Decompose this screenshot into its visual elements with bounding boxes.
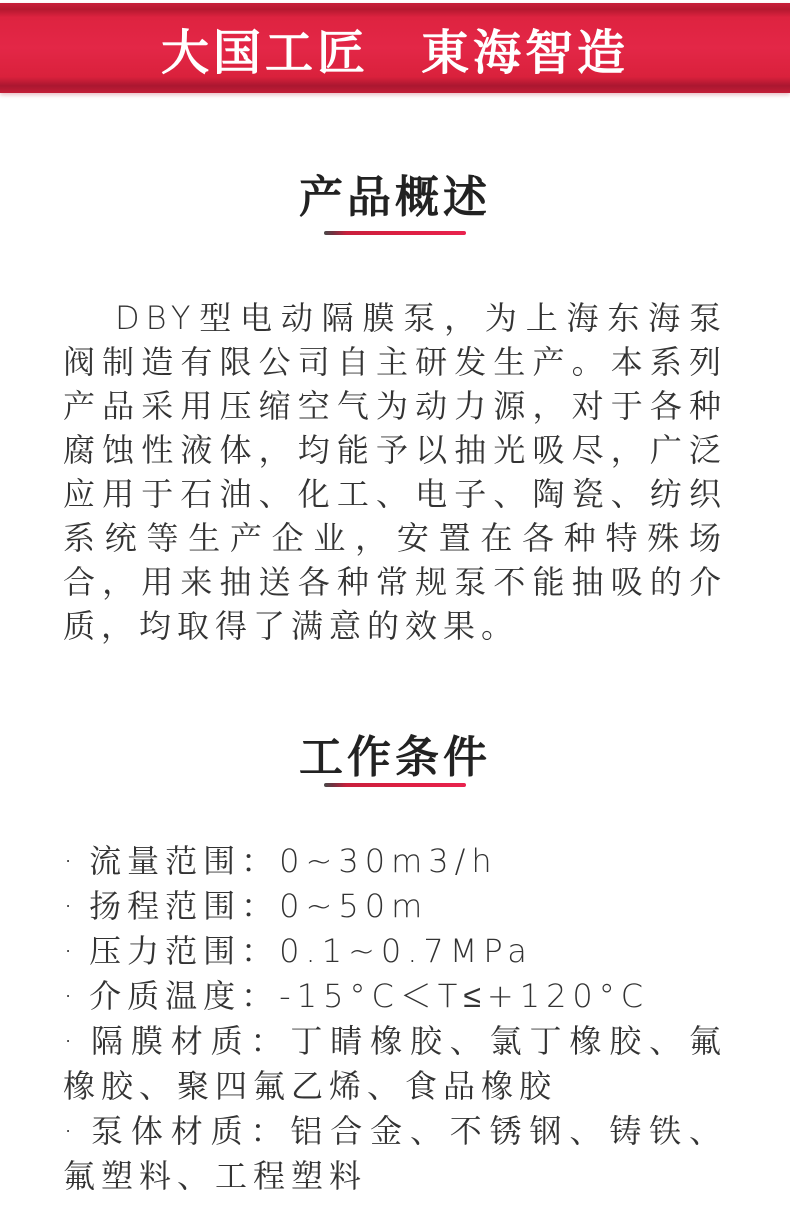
condition-item-label: 压力范围：0.1~0.7MPa [89,932,533,970]
condition-item-head-range [63,884,727,929]
overview-title-underline [324,231,466,235]
overview-section-title: 产品概述 [299,172,491,223]
condition-item-flow-range [63,839,727,884]
bullet-icon: · [63,1022,80,1060]
conditions-section-title: 工作条件 [299,732,491,783]
bullet-icon: · [63,932,80,970]
bullet-icon: · [63,842,80,880]
banner-title: 大国工匠 東海智造 [160,24,629,81]
condition-item-label: 介质温度：-15°C＜T≤+120°C [89,977,650,1015]
bullet-icon: · [63,887,80,925]
brand-banner [0,3,790,93]
condition-item-label: 泵体材质：铝合金、不锈钢、铸铁、氟塑料、工程塑料 [63,1112,727,1195]
condition-item-label: 隔膜材质：丁睛橡胶、氯丁橡胶、氟橡胶、聚四氟乙烯、食品橡胶 [63,1022,727,1105]
condition-item-label: 流量范围：0~30m3/h [89,842,498,880]
overview-paragraph: DBY型电动隔膜泵，为上海东海泵阀制造有限公司自主研发生产。本系列产品采用压缩空气为动力源，对于各种腐蚀性液体，均能予以抽光吸尽，广泛应用于石油、化工、电子、陶瓷、纺织系统等生产企业，安置在各种特殊场合，用来抽送各种常规泵不能抽吸的介质，均取得了满意的效果。 [63,299,727,645]
condition-item-medium-temperature [63,974,727,1019]
condition-item-pressure-range [63,929,727,974]
bullet-icon: · [63,977,80,1015]
conditions-title-underline [324,783,466,787]
conditions-list [63,839,727,1199]
condition-item-pump-body-material [63,1109,727,1199]
bullet-icon: · [63,1112,80,1150]
condition-item-diaphragm-material [63,1019,727,1109]
condition-item-label: 扬程范围：0~50m [89,887,429,925]
